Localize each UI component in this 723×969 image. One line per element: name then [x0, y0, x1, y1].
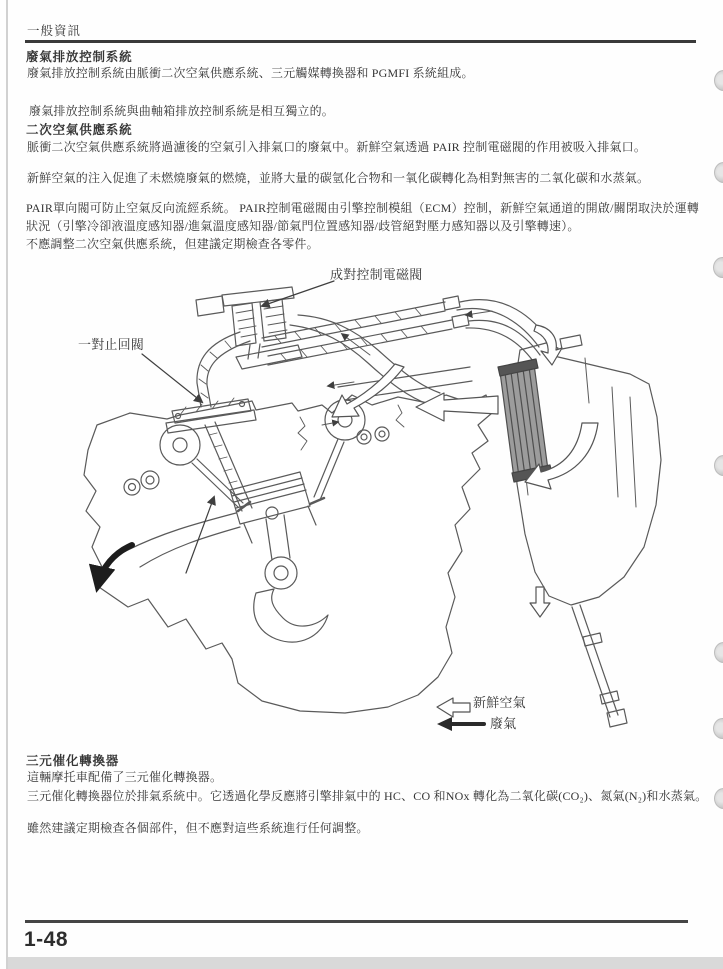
air-hose — [457, 300, 548, 347]
paragraph-line: 狀況（引擎冷卻液溫度感知器/進氣溫度感知器/節氣門位置感知器/歧管絕對壓力感知器以及引擎轉速）。 — [26, 219, 580, 233]
section-title-secondary-air: 二次空氣供應系統 — [26, 123, 133, 137]
paragraph: 雖然建議定期檢查各個部件，但不應對這些系統進行任何調整。 — [27, 821, 369, 835]
paragraph: 新鮮空氣的注入促進了未燃燒廢氣的燃燒，並將大量的碳氫化合物和一氧化碳轉化為相對無害的二氧化碳和水蒸氣。 — [27, 171, 650, 185]
check-valve-label-arrow — [142, 354, 202, 402]
paragraph: 脈衝二次空氣供應系統將過濾後的空氣引入排氣口的廢氣中。新鮮空氣透過 PAIR 控制電磁閥的作用被吸入排氣口。 — [27, 140, 647, 154]
paragraph: 廢氣排放控制系統與曲軸箱排放控制系統是相互獨立的。 — [29, 104, 335, 118]
engine-cutaway-drawing — [0, 255, 723, 765]
binder-hole-artifact — [714, 162, 723, 183]
footer-rule — [25, 920, 688, 923]
solenoid-label-arrow — [262, 281, 334, 306]
page-header: 一般資訊 — [27, 24, 82, 38]
paragraph: 三元催化轉換器位於排氣系統中。它透過化學反應將引擎排氣中的 HC、CO 和NOx 轉化為二氧化碳(CO₂)、氮氣(N₂)和水蒸氣。 — [27, 789, 708, 803]
binder-hole-artifact — [714, 70, 723, 91]
paragraph: 這輛摩托車配備了三元催化轉換器。 — [27, 770, 223, 784]
label-pair-solenoid-valve: 成對控制電磁閥 — [330, 267, 423, 282]
legend-fresh-air-label: 新鮮空氣 — [473, 695, 526, 710]
engine-block-outline — [84, 395, 492, 713]
legend-exhaust-gas-label: 廢氣 — [490, 716, 517, 731]
air-hose — [466, 320, 540, 361]
paragraph-line: 不應調整二次空氣供應系統，但建議定期檢查各零件。 — [26, 237, 319, 251]
drain-tube — [572, 605, 618, 717]
header-rule — [25, 40, 696, 43]
page-bottom-scan-strip — [8, 957, 723, 969]
section-title-emission-control: 廢氣排放控制系統 — [26, 50, 133, 64]
section-title-catalytic: 三元催化轉換器 — [26, 754, 120, 768]
pair-system-diagram — [0, 255, 723, 765]
air-filter-element — [498, 359, 552, 482]
page-number: 1-48 — [24, 928, 69, 951]
pair-pipe — [262, 302, 445, 347]
label-check-valves: 一對止回閥 — [78, 337, 145, 352]
paragraph-line: PAIR單向閥可防止空氣反向流經系統。 PAIR控制電磁閥由引擎控制模組（ECM）控制，新鮮空氣通道的開啟/關閉取決於運轉 — [26, 201, 700, 215]
binder-hole-artifact — [714, 788, 723, 809]
pair-solenoid-valve — [196, 287, 302, 369]
paragraph: 廢氣排放控制系統由脈衝二次空氣供應系統、三元觸媒轉換器和 PGMFI 系統組成。 — [27, 66, 474, 80]
exhaust-gas-arrow-icon — [437, 717, 484, 731]
fresh-air-arrow-icon — [437, 698, 470, 717]
